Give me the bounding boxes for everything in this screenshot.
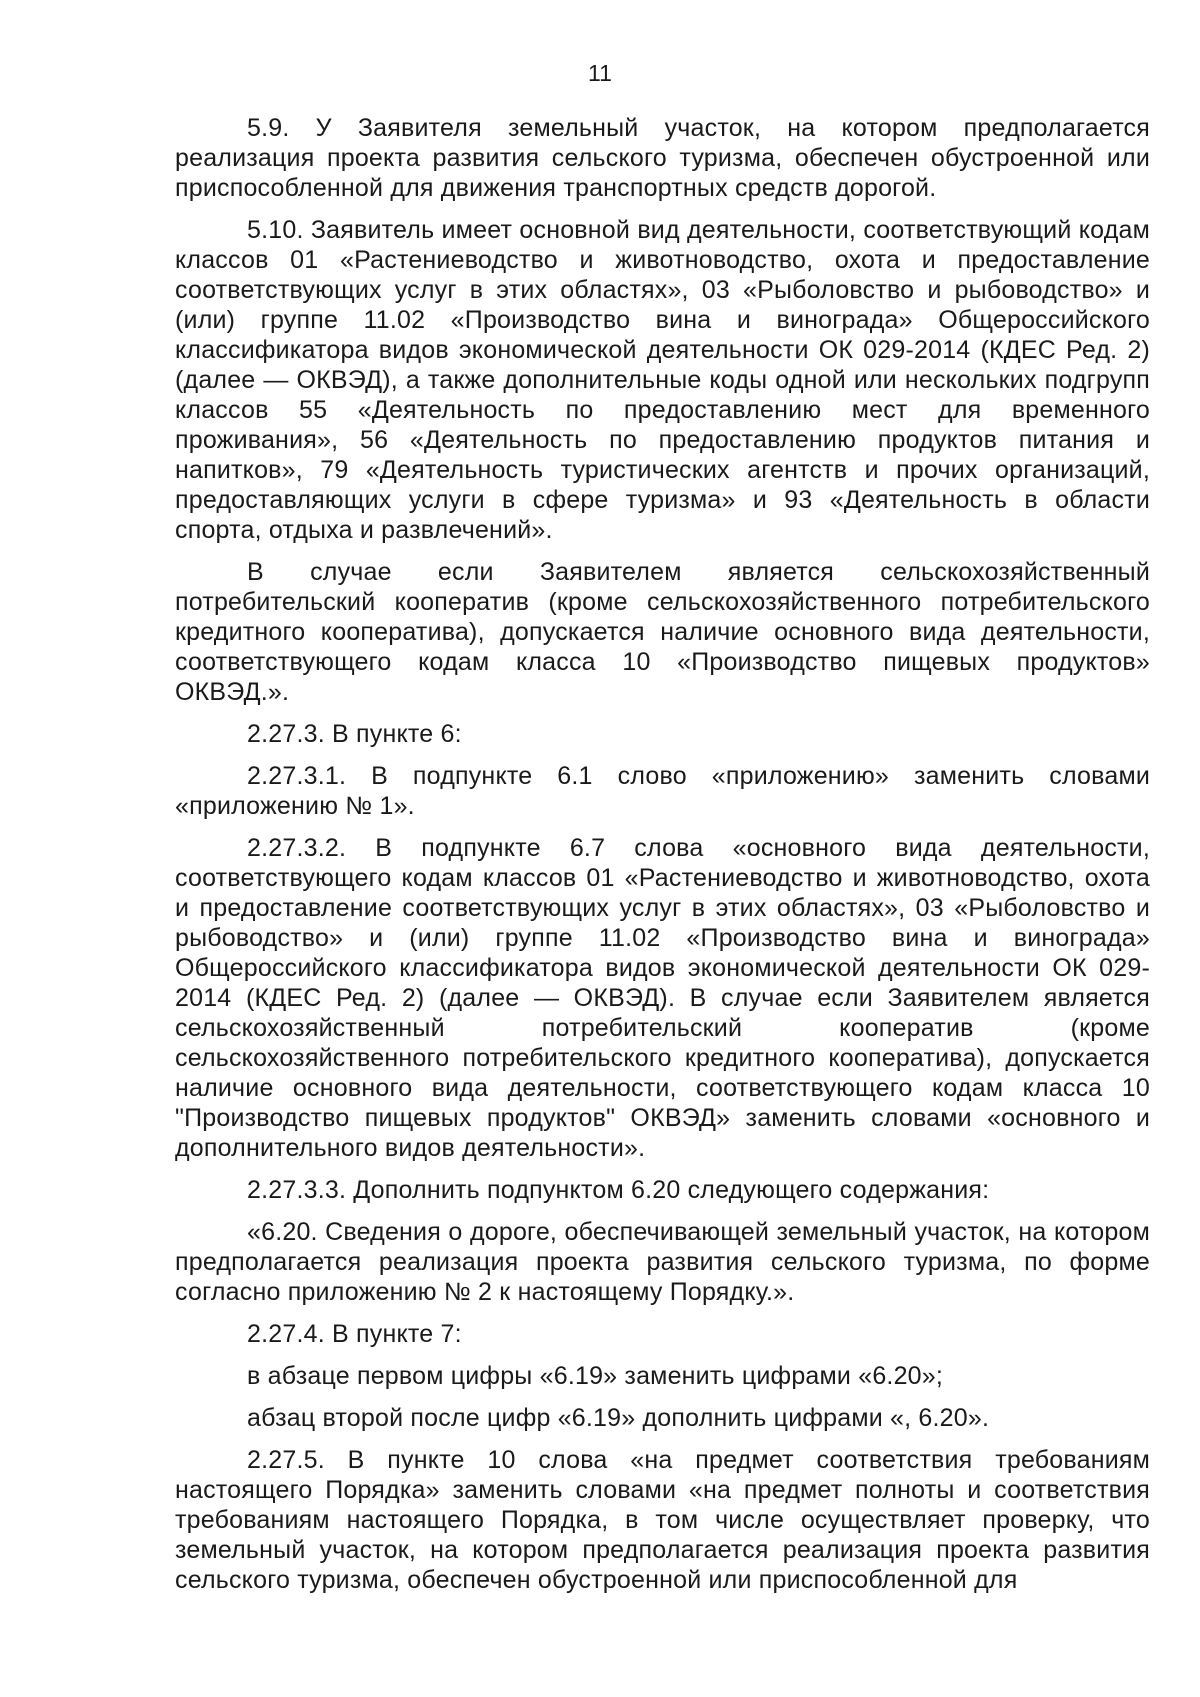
paragraph-2-27-3-2: 2.27.3.2. В подпункте 6.7 слова «основного вида деятельности, соответствующего кодам классов 01 «Растениеводство и животноводство, охота и предоставление соответствующих услуг в этих областях», 03 «Рыболовство и рыбоводство» и (или) группе 11.02 «Производство вина и винограда» Общероссийского классификатора видов экономической деятельности ОК 029-2014 (КДЕС Ред. 2) (далее — ОКВЭД). В случае если Заявителем является сельскохозяйственный потребительский кооператив (кроме сельскохозяйственного потребительского кредитного кооператива), допускается наличие основного вида деятельности, соответствующего кодам класса 10 "Производство пищевых продуктов" ОКВЭД» заменить словами «основного и дополнительного видов деятельности». — [175, 834, 1150, 1162]
paragraph-2-27-4: 2.27.4. В пункте 7: — [247, 1320, 462, 1348]
paragraph-5-9: 5.9. У Заявителя земельный участок, на котором предполагается реализация проекта развития сельского туризма, обеспечен обустроенной или приспособленной для движения транспортных средств дорогой. — [175, 114, 1150, 202]
paragraph-2-27-3-3: 2.27.3.3. Дополнить подпунктом 6.20 следующего содержания: — [247, 1176, 990, 1204]
paragraph-6-20: «6.20. Сведения о дороге, обеспечивающей земельный участок, на котором предполагается реализация проекта развития сельского туризма, по форме согласно приложению № 2 к настоящему Порядку.». — [175, 1218, 1150, 1306]
paragraph-2-27-3: 2.27.3. В пункте 6: — [247, 720, 462, 748]
paragraph-second-abzac: абзац второй после цифр «6.19» дополнить цифрами «, 6.20». — [247, 1404, 990, 1432]
paragraph-first-abzac: в абзаце первом цифры «6.19» заменить цифрами «6.20»; — [247, 1362, 944, 1390]
paragraph-2-27-3-1: 2.27.3.1. В подпункте 6.1 слово «приложению» заменить словами «приложению № 1». — [175, 762, 1150, 820]
page-number: 11 — [588, 60, 612, 86]
paragraph-cooperative-case: В случае если Заявителем является сельскохозяйственный потребительский кооператив (кроме сельскохозяйственного потребительского кредитного кооператива), допускается наличие основного вида деятельности, соответствующего кодам класса 10 «Производство пищевых продуктов» ОКВЭД.». — [175, 558, 1150, 706]
paragraph-2-27-5: 2.27.5. В пункте 10 слова «на предмет соответствия требованиям настоящего Порядка» заменить словами «на предмет полноты и соответствия требованиям настоящего Порядка, в том числе осуществляет проверку, что земельный участок, на котором предполагается реализация проекта развития сельского туризма, обеспечен обустроенной или приспособленной для — [175, 1446, 1150, 1594]
paragraph-5-10: 5.10. Заявитель имеет основной вид деятельности, соответствующий кодам классов 01 «Растениеводство и животноводство, охота и предоставление соответствующих услуг в этих областях», 03 «Рыболовство и рыбоводство» и (или) группе 11.02 «Производство вина и винограда» Общероссийского классификатора видов экономической деятельности ОК 029-2014 (КДЕС Ред. 2) (далее — ОКВЭД), а также дополнительные коды одной или нескольких подгрупп классов 55 «Деятельность по предоставлению мест для временного проживания», 56 «Деятельность по предоставлению продуктов питания и напитков», 79 «Деятельность туристических агентств и прочих организаций, предоставляющих услуги в сфере туризма» и 93 «Деятельность в области спорта, отдыха и развлечений». — [175, 216, 1150, 544]
document-body — [175, 113, 1150, 1607]
